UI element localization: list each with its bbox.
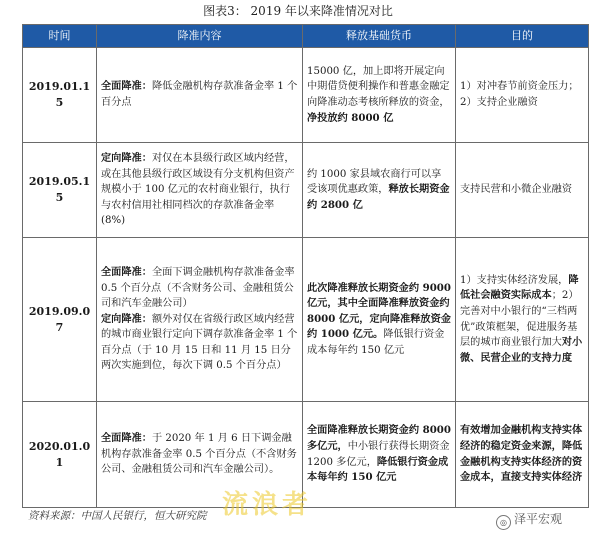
cell-text: 于 2020 年 1 月 6 日下调金融机构存款准备金率 0.5 个百分点（不含财务公司、金融租赁公司和汽车金融公司）。 <box>101 433 297 476</box>
emphasis-text: 净投放约 8000 亿 <box>307 111 394 124</box>
emphasis-text: 降低银行资金成本每年约 150 亿元 <box>307 455 449 484</box>
emphasis-text: 对小微、民营企业的支持力度 <box>460 336 583 364</box>
header-release: 释放基础货币 <box>303 25 456 48</box>
row-date: 2019.09.07 <box>23 238 97 402</box>
row-content <box>97 48 303 143</box>
emphasis-text: 此次降准释放长期资金约 9000 亿元，其中全面降准释放资金约 8000 亿元，定向降准释放资金约 1000 亿元。 <box>307 281 451 341</box>
row-date: 2019.05.15 <box>23 143 97 238</box>
row-purpose <box>456 402 589 508</box>
source-note: 资料来源：中国人民银行，恒大研究院 <box>28 510 207 522</box>
row-purpose <box>456 48 589 143</box>
cell-text: ；2）完善对中小银行的“三档两优”政策框架，促进服务基层的城市商业银行加大 <box>460 290 579 349</box>
header-content: 降准内容 <box>97 25 303 48</box>
row-content <box>97 238 303 402</box>
cell-text: 降低银行资金成本每年约 150 亿元 <box>307 329 445 356</box>
cell-text: 15000 亿，加上即将开展定向中期借贷便利操作和普惠金融定向降准动态考核所释放的资金， <box>307 65 450 108</box>
emphasis-text: 降低社会融资实际成本 <box>460 273 579 302</box>
cell-text: 对仅在本县级行政区域内经营，或在其他县级行政区域设有分支机构但资产规模小于 100 亿元的农村商业银行，执行与农村信用社相同档次的存款准备金率(8%) <box>101 153 295 227</box>
brand-name: 泽平宏观 <box>514 512 563 526</box>
row-release <box>303 48 456 143</box>
cell-text: 全面下调金融机构存款准备金率 0.5 个百分点（不含财务公司、金融租赁公司和汽车金融公司） <box>101 266 295 310</box>
table-row <box>23 238 589 402</box>
header-time: 时间 <box>23 25 97 48</box>
emphasis-text: 有效增加金融机构支持实体经济的稳定资金来源， <box>460 424 583 452</box>
rrr-cut-table <box>22 24 589 508</box>
row-date: 2019.01.15 <box>23 48 97 143</box>
cell-text: 额外对仅在省级行政区域内经营的城市商业银行定向下调存款准备金率 1 个百分点（于 10 月 15 日和 11 月 15 日分两次实施到位，每次下调 0.5 个百分点） <box>101 313 298 372</box>
row-release <box>303 402 456 508</box>
cell-text: 支持民营和小微企业融资 <box>460 184 573 196</box>
table-row <box>23 143 589 238</box>
cell-text: 1）对冲春节前资金压力；2）支持企业融资 <box>460 81 579 108</box>
row-purpose <box>456 238 589 402</box>
brand-logo <box>496 510 562 530</box>
emphasis-text: 全面降准： <box>101 80 152 93</box>
header-purpose: 目的 <box>456 25 589 48</box>
emphasis-text: 定向降准： <box>101 152 152 165</box>
cell-text: 降低金融机构存款准备金率 1 个百分点 <box>101 81 298 108</box>
watermark: 流浪者 <box>222 490 313 520</box>
emphasis-text: 降低金融机构支持实体经济的资金成本，直接支持实体经济 <box>460 439 583 484</box>
table-row <box>23 48 589 143</box>
cell-text: 1）支持实体经济发展， <box>460 274 569 286</box>
emphasis-text: 全面降准释放长期资金约 8000 多亿元， <box>307 424 451 452</box>
emphasis-text: 定向降准： <box>101 312 152 325</box>
figure-caption: 图表3： 2019 年以来降准情况对比 <box>203 4 393 18</box>
cell-text: 约 1000 家县域农商行可以享受该项优惠政策， <box>307 168 442 196</box>
row-purpose <box>456 143 589 238</box>
row-release <box>303 238 456 402</box>
emphasis-text: 全面降准： <box>101 265 152 278</box>
wechat-icon: ◎ <box>496 515 511 530</box>
emphasis-text: 释放长期资金约 2800 亿 <box>307 183 450 211</box>
row-date: 2020.01.01 <box>23 402 97 508</box>
table-header-row <box>23 25 589 48</box>
row-content <box>97 143 303 238</box>
cell-text: 中小银行获得长期资金 1200 多亿元， <box>307 440 450 468</box>
row-release <box>303 143 456 238</box>
emphasis-text: 全面降准： <box>101 432 152 445</box>
